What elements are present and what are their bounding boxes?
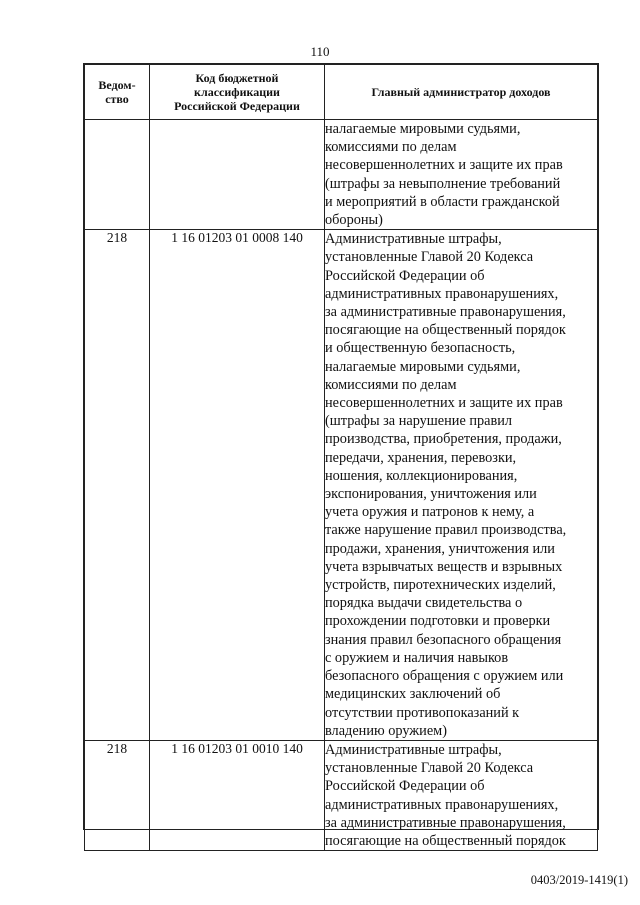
cell-budget-code xyxy=(150,120,325,230)
description-line: безопасного обращения с оружием или xyxy=(325,668,564,685)
description-line: несовершеннолетних и защите их прав xyxy=(325,395,563,412)
description-line: за административные правонарушения, xyxy=(325,304,566,321)
description-line: передачи, хранения, перевозки, xyxy=(325,449,517,466)
description-line: установленные Главой 20 Кодекса xyxy=(325,760,534,777)
description-line: знания правил безопасного обращения xyxy=(325,631,562,648)
cell-dept xyxy=(85,120,150,230)
cell-dept: 218 xyxy=(85,230,150,741)
description-line: владению оружием) xyxy=(325,722,447,739)
table-header-row xyxy=(85,65,598,120)
cell-dept: 218 xyxy=(85,740,150,850)
description-line: учета оружия и патронов к нему, а xyxy=(325,504,535,521)
header-dept-line: ство xyxy=(105,92,129,106)
budget-classification-table xyxy=(84,64,598,851)
header-code-line: классификации xyxy=(194,85,280,99)
cell-budget-code: 1 16 01203 01 0010 140 xyxy=(150,740,325,850)
description-line: установленные Главой 20 Кодекса xyxy=(325,249,534,266)
budget-table-container xyxy=(83,63,599,849)
header-dept xyxy=(85,65,150,120)
description-line: ношения, коллекционирования, xyxy=(325,467,518,484)
description-line: также нарушение правил производства, xyxy=(325,522,567,539)
description-line: Российской Федерации об xyxy=(325,778,485,795)
description-line: (штрафы за нарушение правил xyxy=(325,413,513,430)
description-line: с оружием и наличия навыков xyxy=(325,649,509,666)
description-line: Российской Федерации об xyxy=(325,267,485,284)
table-row xyxy=(85,120,598,230)
description-line: обороны) xyxy=(325,212,383,229)
description-line: посягающие на общественный порядок xyxy=(325,832,566,849)
description-line: несовершеннолетних и защите их прав xyxy=(325,157,563,174)
description-line: за административные правонарушения, xyxy=(325,814,566,831)
description-line: производства, приобретения, продажи, xyxy=(325,431,562,448)
description-line: налагаемые мировыми судьями, xyxy=(325,121,521,137)
table-row xyxy=(85,740,598,850)
description-line: устройств, пиротехнических изделий, xyxy=(325,577,556,594)
description-line: продажи, хранения, уничтожения или xyxy=(325,540,555,557)
header-dept-line: Ведом- xyxy=(98,78,136,92)
cell-admin-description xyxy=(325,120,598,230)
table-row xyxy=(85,230,598,741)
description-line: (штрафы за невыполнение требований xyxy=(325,175,561,192)
description-line: административных правонарушениях, xyxy=(325,796,559,813)
header-code-line: Российской Федерации xyxy=(174,99,300,113)
description-line: комиссиями по делам xyxy=(325,139,457,156)
header-code-line: Код бюджетной xyxy=(195,71,279,85)
description-line: Административные штрафы, xyxy=(325,231,502,248)
document-footer-code: 0403/2019-1419(1) xyxy=(530,873,628,887)
description-line: и общественную безопасность, xyxy=(325,340,516,357)
description-line: экспонирования, уничтожения или xyxy=(325,486,537,503)
description-line: административных правонарушениях, xyxy=(325,285,559,302)
description-line: порядка выдачи свидетельства о xyxy=(325,595,523,612)
page-number: 110 xyxy=(310,44,330,59)
description-line: учета взрывчатых веществ и взрывных xyxy=(325,558,563,575)
description-line: комиссиями по делам xyxy=(325,376,457,393)
header-admin: Главный администратор доходов xyxy=(325,65,598,120)
cell-admin-description xyxy=(325,230,598,741)
description-line: и мероприятий в области гражданской xyxy=(325,193,560,210)
description-line: прохождении подготовки и проверки xyxy=(325,613,551,630)
cell-admin-description xyxy=(325,740,598,850)
header-code xyxy=(150,65,325,120)
description-line: отсутствии противопоказаний к xyxy=(325,704,520,721)
description-line: налагаемые мировыми судьями, xyxy=(325,358,521,375)
description-line: посягающие на общественный порядок xyxy=(325,322,566,339)
description-line: медицинских заключений об xyxy=(325,686,501,703)
description-line: Административные штрафы, xyxy=(325,741,502,758)
cell-budget-code: 1 16 01203 01 0008 140 xyxy=(150,230,325,741)
